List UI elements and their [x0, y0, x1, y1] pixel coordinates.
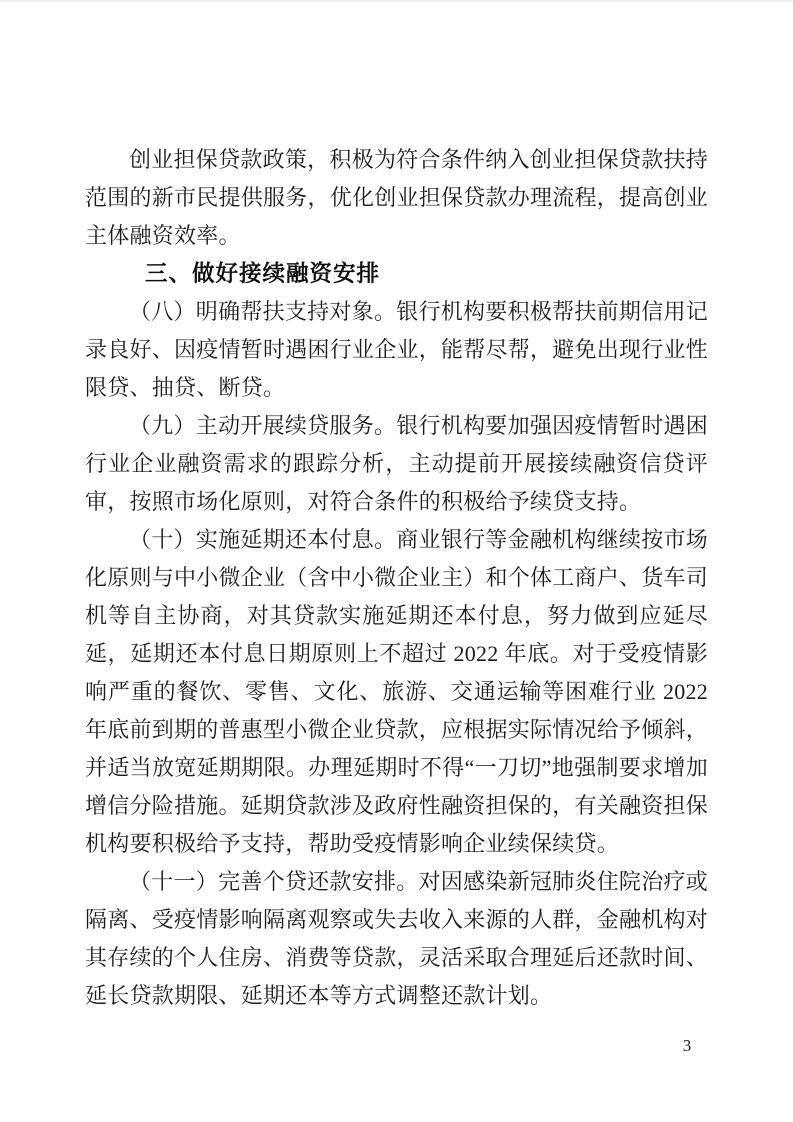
paragraph-item-9: （九）主动开展续贷服务。银行机构要加强因疫情暂时遇困行业企业融资需求的跟踪分析，主动提前开展接续融资信贷评审，按照市场化原则，对符合条件的积极给予续贷支持。: [85, 413, 708, 514]
page-number: 3: [682, 1036, 692, 1055]
paragraph-item-8: （八）明确帮扶支持对象。银行机构要积极帮扶前期信用记录良好、因疫情暂时遇困行业企业，能帮尽帮，避免出现行业性限贷、抽贷、断贷。: [85, 299, 709, 400]
paragraph-intro-continuation: 创业担保贷款政策，积极为符合条件纳入创业担保贷款扶持范围的新市民提供服务，优化创业担保贷款办理流程，提高创业主体融资效率。: [85, 147, 709, 248]
document-content: [85, 141, 708, 1015]
paragraph-item-10: （十）实施延期还本付息。商业银行等金融机构继续按市场化原则与中小微企业（含中小微企业主）和个体工商户、货车司机等自主协商，对其贷款实施延期还本付息，努力做到应延尽延，延期还本付息日期原则上不超过 2022 年底。对于受疫情影响严重的餐饮、零售、文化、旅游、交通运输等困难行业 2022 年底前到期的普惠型小微企业贷款，应根据实际情况给予倾斜，并适当放宽延期期限。办理延期时不得“一刀切”地强制要求增加增信分险措施。延期贷款涉及政府性融资担保的，有关融资担保机构要积极给予支持，帮助受疫情影响企业续保续贷。: [85, 527, 709, 856]
section-heading: 三、做好接续融资安排: [145, 261, 381, 286]
paragraph-item-11: （十一）完善个贷还款安排。对因感染新冠肺炎住院治疗或隔离、受疫情影响隔离观察或失去收入来源的人群，金融机构对其存续的个人住房、消费等贷款，灵活采取合理延后还款时间、延长贷款期限、延期还本等方式调整还款计划。: [85, 869, 709, 1008]
scan-edge-artifact: [0, 0, 793, 2]
